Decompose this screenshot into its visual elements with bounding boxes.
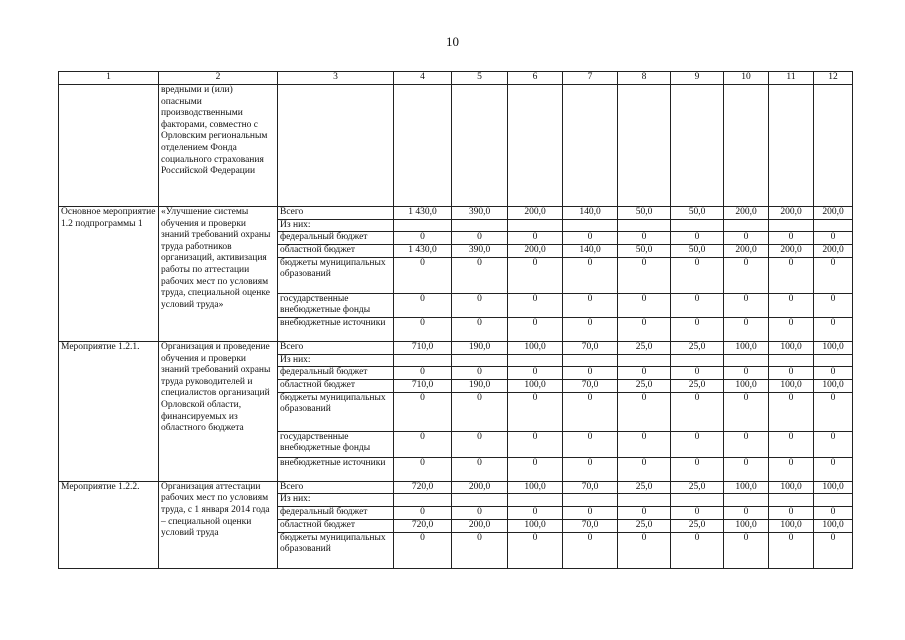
value-cell: 0 (508, 532, 563, 568)
value-cell: 0 (769, 317, 814, 341)
funding-source-label: государственные внебюджетные фонды (278, 431, 394, 457)
value-cell: 0 (671, 392, 724, 431)
value-cell: 390,0 (452, 245, 508, 258)
value-cell: 70,0 (563, 481, 618, 494)
value-cell: 0 (452, 257, 508, 293)
value-cell (452, 219, 508, 232)
value-cell: 200,0 (769, 207, 814, 220)
value-cell: 0 (769, 257, 814, 293)
value-cell: 0 (671, 367, 724, 380)
value-cell: 0 (618, 317, 671, 341)
value-cell: 0 (394, 367, 452, 380)
value-cell: 0 (394, 392, 452, 431)
value-cell: 0 (394, 317, 452, 341)
value-cell: 0 (394, 257, 452, 293)
value-cell: 0 (671, 232, 724, 245)
empty-cell (814, 85, 853, 207)
value-cell: 0 (724, 392, 769, 431)
value-cell: 0 (814, 257, 853, 293)
value-cell: 0 (508, 257, 563, 293)
value-cell: 0 (724, 532, 769, 568)
value-cell: 200,0 (769, 245, 814, 258)
continuation-col1 (59, 85, 159, 207)
value-cell: 0 (618, 392, 671, 431)
measure-name: Мероприятие 1.2.2. (59, 481, 159, 568)
value-cell: 50,0 (618, 245, 671, 258)
value-cell: 0 (618, 367, 671, 380)
value-cell: 100,0 (814, 341, 853, 354)
value-cell: 0 (724, 367, 769, 380)
value-cell: 0 (671, 257, 724, 293)
table-row (59, 207, 853, 220)
value-cell: 0 (724, 506, 769, 519)
value-cell (394, 494, 452, 507)
value-cell: 100,0 (769, 519, 814, 532)
table-row (59, 341, 853, 354)
value-cell: 0 (814, 293, 853, 317)
funding-source-label: Из них: (278, 494, 394, 507)
value-cell (814, 354, 853, 367)
funding-source-label: Всего (278, 341, 394, 354)
page-number: 10 (446, 34, 459, 49)
funding-source-label: бюджеты муниципальных образований (278, 532, 394, 568)
value-cell: 100,0 (724, 481, 769, 494)
value-cell: 0 (452, 431, 508, 457)
value-cell: 0 (618, 532, 671, 568)
funding-source-label: бюджеты муниципальных образований (278, 392, 394, 431)
value-cell (769, 219, 814, 232)
value-cell (724, 354, 769, 367)
value-cell: 200,0 (508, 245, 563, 258)
value-cell: 0 (508, 392, 563, 431)
value-cell (671, 219, 724, 232)
header-row (59, 72, 853, 85)
empty-cell (278, 85, 394, 207)
value-cell: 100,0 (814, 481, 853, 494)
value-cell: 0 (724, 431, 769, 457)
value-cell: 0 (671, 457, 724, 481)
value-cell: 0 (452, 457, 508, 481)
value-cell: 0 (563, 457, 618, 481)
value-cell: 0 (814, 317, 853, 341)
value-cell: 0 (563, 392, 618, 431)
header-cell: 11 (769, 72, 814, 85)
value-cell: 0 (508, 367, 563, 380)
value-cell: 0 (618, 232, 671, 245)
value-cell: 0 (452, 367, 508, 380)
value-cell (724, 494, 769, 507)
value-cell: 0 (452, 317, 508, 341)
value-cell: 0 (814, 392, 853, 431)
value-cell: 0 (563, 293, 618, 317)
value-cell: 25,0 (671, 481, 724, 494)
value-cell: 100,0 (508, 519, 563, 532)
funding-source-label: Всего (278, 207, 394, 220)
value-cell: 100,0 (814, 380, 853, 393)
funding-source-label: Из них: (278, 219, 394, 232)
value-cell: 0 (671, 532, 724, 568)
value-cell: 100,0 (769, 380, 814, 393)
value-cell (563, 219, 618, 232)
funding-source-label: областной бюджет (278, 380, 394, 393)
empty-cell (563, 85, 618, 207)
value-cell: 200,0 (724, 245, 769, 258)
value-cell: 1 430,0 (394, 245, 452, 258)
value-cell: 0 (769, 293, 814, 317)
value-cell: 0 (814, 457, 853, 481)
funding-source-label: Всего (278, 481, 394, 494)
value-cell: 200,0 (814, 207, 853, 220)
value-cell: 0 (814, 367, 853, 380)
value-cell: 100,0 (814, 519, 853, 532)
header-cell: 5 (452, 72, 508, 85)
value-cell: 0 (452, 532, 508, 568)
continuation-text: вредными и (или) опасными производственными факторами, совместно с Орловским региональным отделением Фонда социального страхования Российской Федерации (159, 85, 278, 207)
value-cell: 0 (452, 392, 508, 431)
value-cell (671, 494, 724, 507)
value-cell: 0 (563, 506, 618, 519)
value-cell: 100,0 (724, 341, 769, 354)
value-cell: 0 (671, 506, 724, 519)
value-cell (618, 494, 671, 507)
value-cell: 0 (618, 257, 671, 293)
value-cell: 0 (563, 317, 618, 341)
value-cell (618, 219, 671, 232)
funding-source-label: внебюджетные источники (278, 317, 394, 341)
value-cell: 0 (769, 232, 814, 245)
continuation-row (59, 85, 853, 207)
value-cell: 0 (671, 431, 724, 457)
value-cell (814, 494, 853, 507)
header-cell: 4 (394, 72, 452, 85)
funding-source-label: Из них: (278, 354, 394, 367)
empty-cell (671, 85, 724, 207)
value-cell: 390,0 (452, 207, 508, 220)
value-cell: 0 (394, 431, 452, 457)
value-cell: 25,0 (618, 380, 671, 393)
header-cell: 9 (671, 72, 724, 85)
financing-table (58, 71, 853, 569)
value-cell: 200,0 (452, 519, 508, 532)
value-cell: 0 (394, 532, 452, 568)
funding-source-label: бюджеты муниципальных образований (278, 257, 394, 293)
value-cell: 0 (563, 367, 618, 380)
value-cell: 0 (452, 506, 508, 519)
value-cell: 0 (618, 431, 671, 457)
value-cell (563, 354, 618, 367)
value-cell: 710,0 (394, 380, 452, 393)
empty-cell (508, 85, 563, 207)
value-cell: 720,0 (394, 519, 452, 532)
value-cell: 0 (508, 317, 563, 341)
header-cell: 10 (724, 72, 769, 85)
value-cell: 720,0 (394, 481, 452, 494)
value-cell: 190,0 (452, 380, 508, 393)
value-cell: 0 (724, 232, 769, 245)
value-cell: 0 (671, 293, 724, 317)
funding-source-label: федеральный бюджет (278, 232, 394, 245)
value-cell: 100,0 (724, 519, 769, 532)
value-cell: 25,0 (618, 519, 671, 532)
value-cell: 0 (563, 431, 618, 457)
value-cell: 0 (508, 506, 563, 519)
funding-source-label: внебюджетные источники (278, 457, 394, 481)
value-cell: 710,0 (394, 341, 452, 354)
value-cell: 0 (769, 457, 814, 481)
value-cell: 25,0 (671, 519, 724, 532)
header-cell: 8 (618, 72, 671, 85)
value-cell: 0 (769, 532, 814, 568)
funding-source-label: областной бюджет (278, 519, 394, 532)
header-cell: 6 (508, 72, 563, 85)
value-cell: 140,0 (563, 207, 618, 220)
value-cell: 0 (563, 532, 618, 568)
measure-description: «Улучшение системы обучения и проверки знаний требований охраны труда работников организаций, активизация работы по аттестации рабочих мест по условиям труда, специальной оценке условий труда» (159, 207, 278, 342)
empty-cell (618, 85, 671, 207)
value-cell: 70,0 (563, 519, 618, 532)
value-cell: 0 (394, 506, 452, 519)
value-cell: 200,0 (508, 207, 563, 220)
value-cell: 200,0 (452, 481, 508, 494)
header-cell: 7 (563, 72, 618, 85)
value-cell: 200,0 (724, 207, 769, 220)
value-cell (508, 219, 563, 232)
value-cell: 100,0 (769, 481, 814, 494)
measure-description: Организация аттестации рабочих мест по условиям труда, с 1 января 2014 года – специальной оценки условий труда (159, 481, 278, 568)
value-cell: 0 (508, 431, 563, 457)
value-cell: 140,0 (563, 245, 618, 258)
value-cell: 70,0 (563, 341, 618, 354)
value-cell: 0 (452, 232, 508, 245)
value-cell: 50,0 (671, 245, 724, 258)
value-cell: 0 (724, 317, 769, 341)
empty-cell (452, 85, 508, 207)
value-cell: 25,0 (671, 341, 724, 354)
value-cell: 50,0 (671, 207, 724, 220)
empty-cell (394, 85, 452, 207)
value-cell: 100,0 (724, 380, 769, 393)
value-cell: 0 (508, 232, 563, 245)
measure-name: Мероприятие 1.2.1. (59, 341, 159, 481)
funding-source-label: государственные внебюджетные фонды (278, 293, 394, 317)
value-cell: 0 (769, 392, 814, 431)
header-cell: 12 (814, 72, 853, 85)
value-cell (452, 494, 508, 507)
funding-source-label: федеральный бюджет (278, 506, 394, 519)
value-cell: 200,0 (814, 245, 853, 258)
value-cell: 0 (724, 257, 769, 293)
header-cell: 2 (159, 72, 278, 85)
funding-source-label: областной бюджет (278, 245, 394, 258)
value-cell: 0 (563, 257, 618, 293)
value-cell: 0 (814, 506, 853, 519)
value-cell: 0 (618, 457, 671, 481)
value-cell: 0 (508, 457, 563, 481)
empty-cell (769, 85, 814, 207)
value-cell: 190,0 (452, 341, 508, 354)
value-cell: 0 (814, 532, 853, 568)
value-cell: 0 (394, 457, 452, 481)
value-cell (394, 219, 452, 232)
value-cell (724, 219, 769, 232)
value-cell: 0 (814, 232, 853, 245)
value-cell (618, 354, 671, 367)
header-cell: 1 (59, 72, 159, 85)
value-cell (671, 354, 724, 367)
value-cell: 50,0 (618, 207, 671, 220)
value-cell: 0 (724, 457, 769, 481)
value-cell: 0 (618, 293, 671, 317)
value-cell: 0 (563, 232, 618, 245)
value-cell: 0 (508, 293, 563, 317)
value-cell: 0 (769, 506, 814, 519)
value-cell (508, 354, 563, 367)
value-cell: 0 (769, 431, 814, 457)
value-cell: 0 (671, 317, 724, 341)
header-cell: 3 (278, 72, 394, 85)
value-cell: 0 (394, 293, 452, 317)
value-cell (769, 354, 814, 367)
value-cell (769, 494, 814, 507)
value-cell (814, 219, 853, 232)
value-cell (394, 354, 452, 367)
value-cell: 100,0 (508, 341, 563, 354)
value-cell (452, 354, 508, 367)
value-cell: 100,0 (508, 481, 563, 494)
value-cell: 25,0 (618, 481, 671, 494)
value-cell: 70,0 (563, 380, 618, 393)
value-cell: 0 (724, 293, 769, 317)
value-cell: 1 430,0 (394, 207, 452, 220)
value-cell: 0 (452, 293, 508, 317)
value-cell: 25,0 (618, 341, 671, 354)
value-cell: 25,0 (671, 380, 724, 393)
funding-source-label: федеральный бюджет (278, 367, 394, 380)
value-cell: 100,0 (508, 380, 563, 393)
value-cell: 0 (394, 232, 452, 245)
table-row (59, 481, 853, 494)
measure-description: Организация и проведение обучения и проверки знаний требований охраны труда руководителей и специалистов организаций Орловской области, финансируемых из областного бюджета (159, 341, 278, 481)
value-cell (508, 494, 563, 507)
measure-name: Основное мероприятие 1.2 подпрограммы 1 (59, 207, 159, 342)
value-cell: 0 (769, 367, 814, 380)
value-cell: 0 (618, 506, 671, 519)
empty-cell (724, 85, 769, 207)
value-cell: 100,0 (769, 341, 814, 354)
value-cell: 0 (814, 431, 853, 457)
value-cell (563, 494, 618, 507)
